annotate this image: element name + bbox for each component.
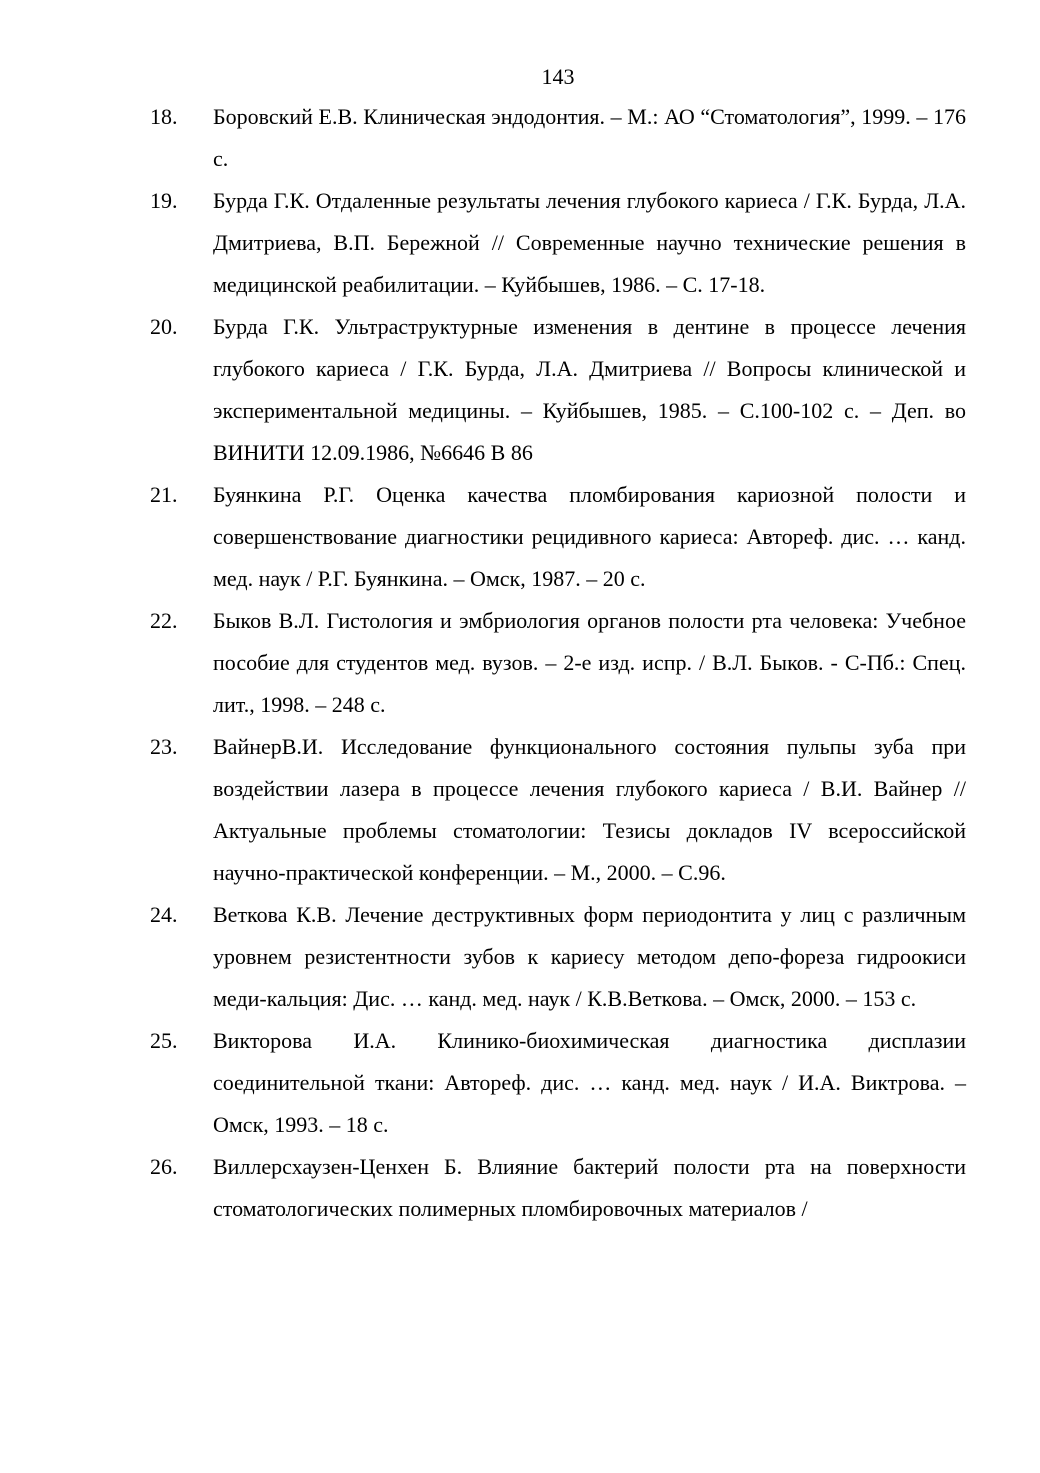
reference-number: 24. [150,902,178,927]
reference-text: Боровский Е.В. Клиническая эндодонтия. – М.: АО “Стоматология”, 1999. – 176 с. [213,104,966,171]
reference-number: 18. [150,104,178,129]
reference-text: ВайнерВ.И. Исследование функционального состояния пульпы зуба при воздействии лазера в процессе лечения глубокого кариеса / В.И. Вайнер // Актуальные проблемы стоматологии: Тезисы докладов IV всероссийской научно-практической конференции. – М., 2000. – С.96. [213,734,966,885]
reference-text: Викторова И.А. Клинико-биохимическая диагностика дисплазии соединительной ткани: Автореф. дис. … канд. мед. наук / И.А. Виктрова. – Омск, 1993. – 18 с. [213,1028,966,1137]
reference-text: Бурда Г.К. Отдаленные результаты лечения глубокого кариеса / Г.К. Бурда, Л.А. Дмитриева, В.П. Бережной // Современные научно технические решения в медицинской реабилитации. – Куйбышев, 1986. – С. 17-18. [213,188,966,297]
reference-number: 22. [150,608,178,633]
reference-text: Веткова К.В. Лечение деструктивных форм периодонтита у лиц с различным уровнем резистентности зубов к кариесу методом депо-фореза гидроокиси меди-кальция: Дис. … канд. мед. наук / К.В.Веткова. – Омск, 2000. – 153 с. [213,902,966,1011]
reference-text: Быков В.Л. Гистология и эмбриология органов полости рта человека: Учебное пособие для студентов мед. вузов. – 2-е изд. испр. / В.Л. Быков. - С-Пб.: Спец. лит., 1998. – 248 с. [213,608,966,717]
reference-text: Виллерсхаузен-Ценхен Б. Влияние бактерий полости рта на поверхности стоматологических полимерных пломбировочных материалов / [213,1154,966,1221]
reference-item [0,180,1040,306]
reference-number: 21. [150,482,178,507]
reference-number: 20. [150,314,178,339]
reference-item [0,1020,1040,1146]
reference-item [0,600,1040,726]
page-number: 143 [541,64,575,89]
reference-item [0,894,1040,1020]
reference-item [0,726,1040,894]
reference-text: Бурда Г.К. Ультраструктурные изменения в дентине в процессе лечения глубокого кариеса / Г.К. Бурда, Л.А. Дмитриева // Вопросы клинической и экспериментальной медицины. – Куйбышев, 1985. – С.100-102 с. – Деп. во ВИНИТИ 12.09.1986, №6646 В 86 [213,314,966,465]
reference-number: 23. [150,734,178,759]
reference-item [0,474,1040,600]
reference-item [0,96,1040,180]
reference-item [0,1146,1040,1230]
reference-list [0,96,1040,1230]
reference-number: 19. [150,188,178,213]
reference-text: Буянкина Р.Г. Оценка качества пломбирования кариозной полости и совершенствование диагностики рецидивного кариеса: Автореф. дис. … канд. мед. наук / Р.Г. Буянкина. – Омск, 1987. – 20 с. [213,482,966,591]
reference-number: 26. [150,1154,178,1179]
reference-number: 25. [150,1028,178,1053]
reference-item [0,306,1040,474]
